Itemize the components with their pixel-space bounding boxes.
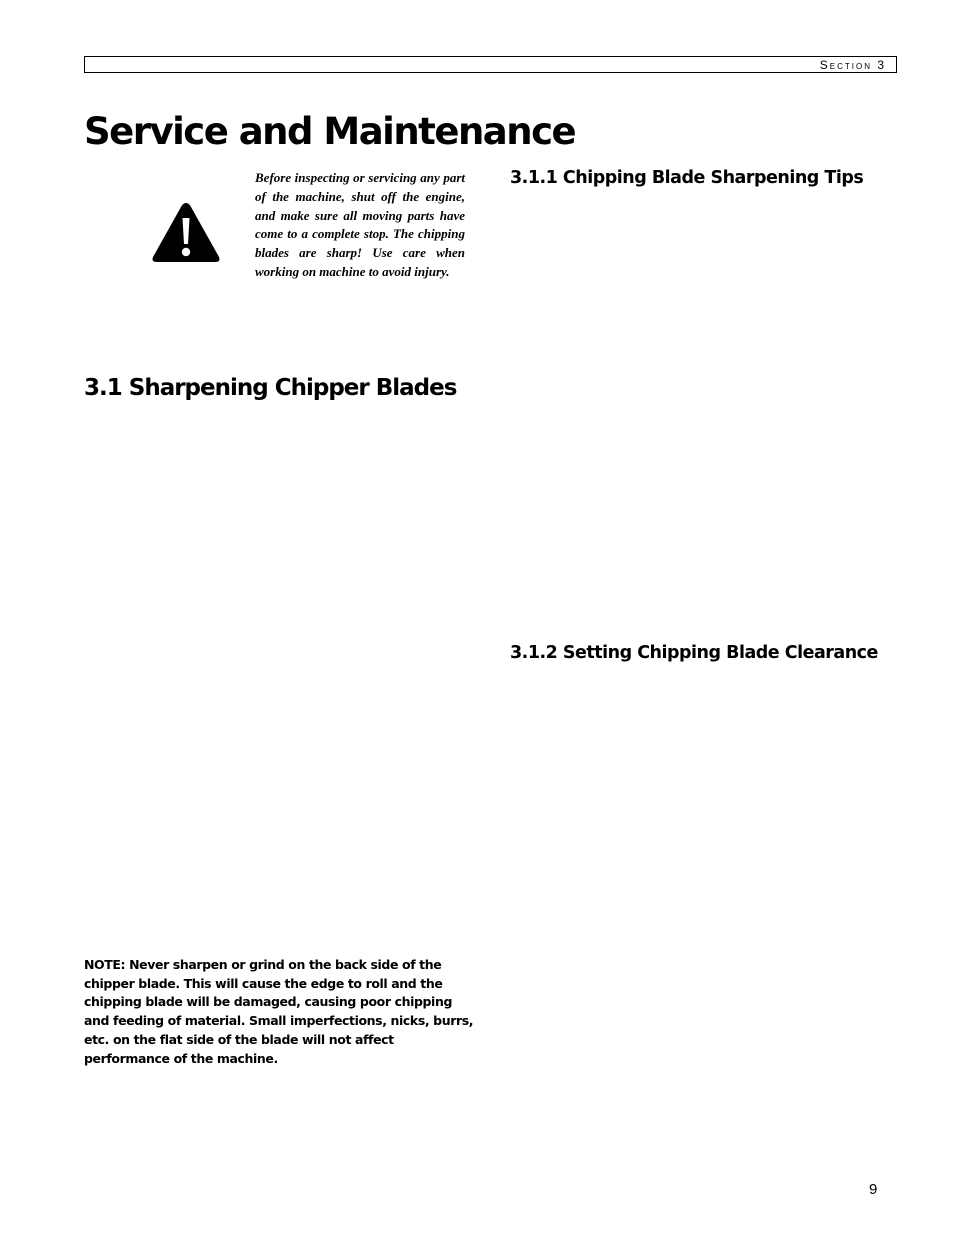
warning-text: Before inspecting or servicing any part of the machine, shut off the engine, and make sure all moving parts have come to a complete stop. The chipping blades are sharp! Use care when working on machine to avoid injury. bbox=[255, 170, 465, 279]
heading-3-1-1: 3.1.1 Chipping Blade Sharpening Tips bbox=[510, 168, 864, 188]
warning-triangle-icon bbox=[150, 200, 222, 264]
section-header-bar bbox=[84, 56, 897, 73]
section-label: Section 3 bbox=[819, 58, 886, 72]
page-title: Service and Maintenance bbox=[84, 110, 576, 153]
page-number: 9 bbox=[869, 1181, 878, 1198]
heading-3-1-2: 3.1.2 Setting Chipping Blade Clearance bbox=[510, 643, 878, 663]
heading-3-1: 3.1 Sharpening Chipper Blades bbox=[84, 375, 457, 401]
note-text: NOTE: Never sharpen or grind on the back side of the chipper blade. This will cause the edge to roll and the chipping blade will be damaged, causing poor chipping and feeding of material. Small imperfections, nicks, burrs, etc. on the flat side of the blade will not affect performance of the machine. bbox=[84, 957, 474, 1066]
